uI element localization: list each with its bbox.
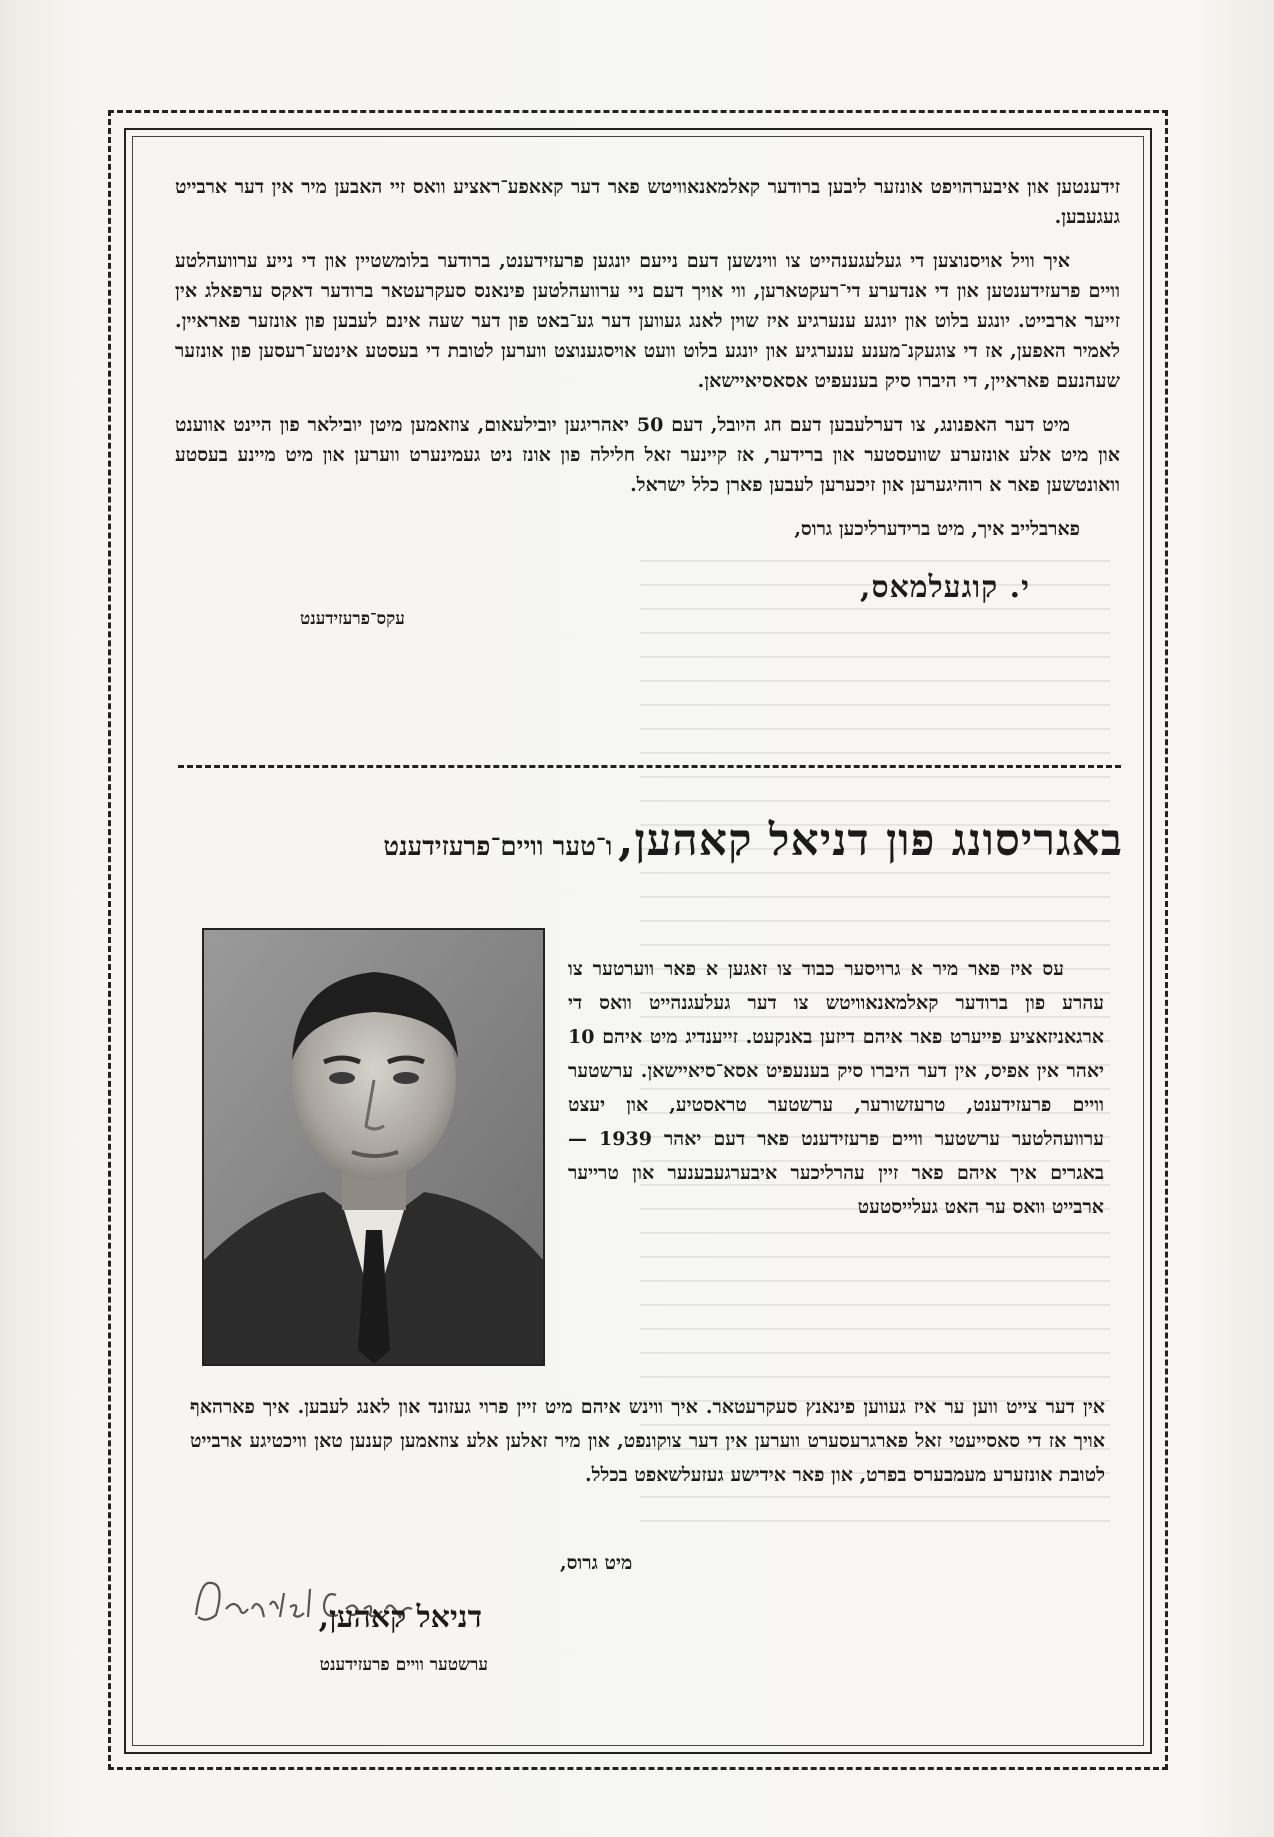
paragraph-1: זידענטען און איבערהויפט אונזער ליבען ברודער קאלמאנאוויטש פאר דער קאאפע־ראציע וואס זיי האבען מיר אין דער ארבייט געגעבען. <box>175 176 1120 228</box>
section-divider <box>178 765 1121 768</box>
cohen-paragraph-1: עס איז פאר מיר א גרויסער כבוד צו זאגען א פאר ווערטער צו עהרע פון ברודער קאלמאנאוויטש צו דער געלעגנהייט וואס די ארגאניזאציע פייערט פאר איהם דיזען באנקעט. זייענדיג מיט איהם 10 יאהר אין אפיס, אין דער היברו סיק בענעפיט אסא־סיאיישאן. ערשטער וויים פרעזידענט, טרעזשורער, ערשטער טראסטיע, און יעצט ערוועהלטער ערשטער וויים פרעזידענט פאר דעם יאהר 1939 — באגרים איך איהם פאר זיין עהרליכער איבערגעבענער און טרייער ארבייט וואס ער האט געלייסטעט <box>568 958 1104 1218</box>
paragraph-3: מיט דער האפנונג, צו דערלעבען דעם חג היובל, דעם 50 יאהריגען יובילעאום, צוזאמען מיטן יובילאר פון היינט אווענט און מיט אלע אונזערע שוועסטער און ברידער, אז קיינער זאל חלילה פון אונז ניט געמינערט ווערען און מיט מיינע בעסטע וואונטשען פאר א רוהיגערען און זיכערען לעבען פארן כלל ישראל. <box>175 414 1120 496</box>
portrait-image <box>204 930 543 1364</box>
signer-title-ex-president: עקס־פרעזידענט <box>300 609 405 629</box>
headline-sub: ו־טער וויים־פרעזידענט <box>383 832 613 862</box>
portrait-photo <box>202 928 545 1366</box>
paragraph-2: איך וויל אויסנוצען די געלעגענהייט צו ווינשען דעם נייעם יונגען פרעזידענט, ברודער בלומשטיין און די נייע ערוועהלטע וויים פרעזידענטען און די אנדערע די־רעקטארען, ווי אויך דעם ניי ערוועהלטען פינאנס סעקרעטאר ברודער דאקס ערפאלג אין זייער ארבייט. יונגע בלוט און יונגע ענערגיע איז שוין לאנג געווען דער גע־באט פון דער שעה אינם לעבען פון אונזער פאראיין. לאמיר האפען, אז די צוגעקנ־מענע ענערגיע און יונגע בלוט וועט אויסגענוצט ווערען לטובת די בעסטע אינטע־רעסען פון אונזער שעהנעם פאראיין, די היברו סיק בענעפיט אסאסיאיישאן. <box>175 250 1120 392</box>
section-kugelmas-letter <box>175 172 1120 629</box>
signature-cohen: דניאל קאהען, <box>318 1600 482 1635</box>
cohen-text-beside-photo <box>568 952 1104 1224</box>
cohen-paragraph-2: אין דער צייט ווען ער איז געווען פינאנץ סעקרעטאר. איך ווינש איהם מיט זיין פרוי געזונד און לאנג לעבען. איך פארהאף אויך אז די סאסייעטי זאל פארגרעסערט ווערען אין דער צוקונפט, און מיר זאלען אלע צוזאמען קענען טאן וויכטיגע ארבייט לטובת אונזערע מעמבערס בפרט, און פאר אידישע געזעלשאפט בכלל. <box>190 1396 1105 1486</box>
cohen-text-full-width <box>190 1390 1105 1492</box>
closing-line: פארבלייב איך, מיט ברידערליכען גרוס, <box>794 518 1080 540</box>
signer-title-first-vice-president: ערשטער וויים פרעזידענט <box>319 1655 488 1675</box>
headline <box>178 815 1123 866</box>
headline-main: באגריסונג פון דניאל קאהען, <box>618 815 1123 866</box>
signature-kugelmas: י. קוגעלמאס, <box>860 570 1030 605</box>
cohen-closing: מיט גרוס, <box>560 1552 633 1574</box>
